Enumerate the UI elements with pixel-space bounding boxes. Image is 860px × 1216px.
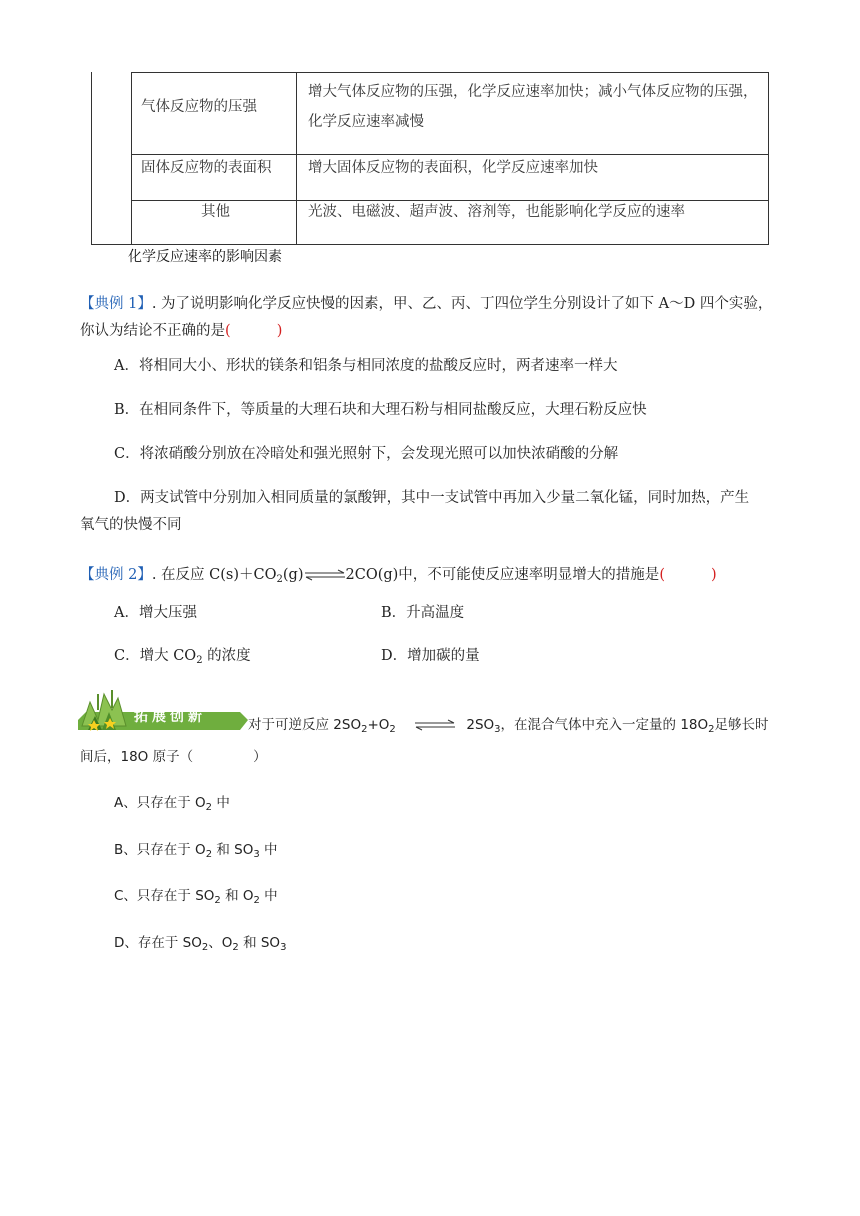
factor-other: 其他 [201, 204, 230, 220]
table-caption: 化学反应速率的影响因素 [128, 249, 282, 265]
factor-surface: 固体反应物的表面积 [141, 160, 272, 176]
badge-label: 拓展创新 [134, 709, 206, 725]
extension-stem-line1: 对于可逆反应 $2SO_2+O_2$ $2SO_3$，在混合气体中充入一定量的 $18O_2$足够长时 [248, 717, 769, 735]
extension-option-d: D、存在于 $SO_2$、$O_2$ 和 $SO_3$ [114, 935, 287, 953]
example1-stem-line1: 【典例 1】. 为了说明影响化学反应快慢的因素，甲、乙、丙、丁四位学生分别设计了如下 A～D 四个实验， [80, 296, 773, 312]
reversible-arrow-icon [304, 569, 346, 581]
example1-stem-line2: 你认为结论不正确的是( ) [80, 323, 283, 339]
example1-tag: 【典例 1】 [80, 296, 152, 312]
example2-option-c: C．增大 $CO_2$ 的浓度 [114, 648, 251, 666]
effect-other: 光波、电磁波、超声波、溶剂等，也能影响化学反应的速率 [308, 204, 685, 220]
effect-pressure-line2: 化学反应速率减慢 [308, 114, 424, 130]
effect-surface: 增大固体反应物的表面积，化学反应速率加快 [308, 160, 598, 176]
answer-blank: ( ) [225, 323, 283, 339]
answer-blank: ( ) [659, 567, 717, 583]
example2-option-a: A．增大压强 [114, 605, 197, 621]
example2-option-d: D．增加碳的量 [381, 648, 480, 664]
example2-tag: 【典例 2】 [80, 567, 152, 583]
factors-table [91, 72, 769, 245]
extension-option-c: C、只存在于 $SO_2$ 和 $O_2$ 中 [114, 888, 278, 906]
reversible-arrow-icon [414, 719, 456, 731]
example1-option-d-line2: 氧气的快慢不同 [80, 517, 182, 533]
example1-option-a: A．将相同大小、形状的镁条和铝条与相同浓度的盐酸反应时，两者速率一样大 [114, 358, 618, 374]
factor-pressure: 气体反应物的压强 [141, 99, 257, 115]
example1-option-c: C．将浓硝酸分别放在冷暗处和强光照射下，会发现光照可以加快浓硝酸的分解 [114, 446, 619, 462]
example1-option-b: B．在相同条件下，等质量的大理石块和大理石粉与相同盐酸反应，大理石粉反应快 [114, 402, 647, 418]
example1-option-d-line1: D．两支试管中分别加入相同质量的氯酸钾，其中一支试管中再加入少量二氧化锰，同时加热，产生 [114, 490, 750, 506]
example2-option-b: B．升高温度 [381, 605, 465, 621]
extension-stem-line2: 间后，18O 原子（ ） [80, 749, 267, 765]
effect-pressure-line1: 增大气体反应物的压强，化学反应速率加快；减小气体反应物的压强， [308, 84, 758, 100]
extension-option-b: B、只存在于 $O_2$ 和 $SO_3$ 中 [114, 842, 278, 860]
extension-option-a: A、只存在于 $O_2$ 中 [114, 795, 230, 813]
extension-badge [78, 690, 248, 734]
example2-stem: 【典例 2】. 在反应 $C(s)+CO_2(g)$ 2CO(g)中，不可能使反应速率明显增大的措施是( ) [80, 567, 717, 585]
